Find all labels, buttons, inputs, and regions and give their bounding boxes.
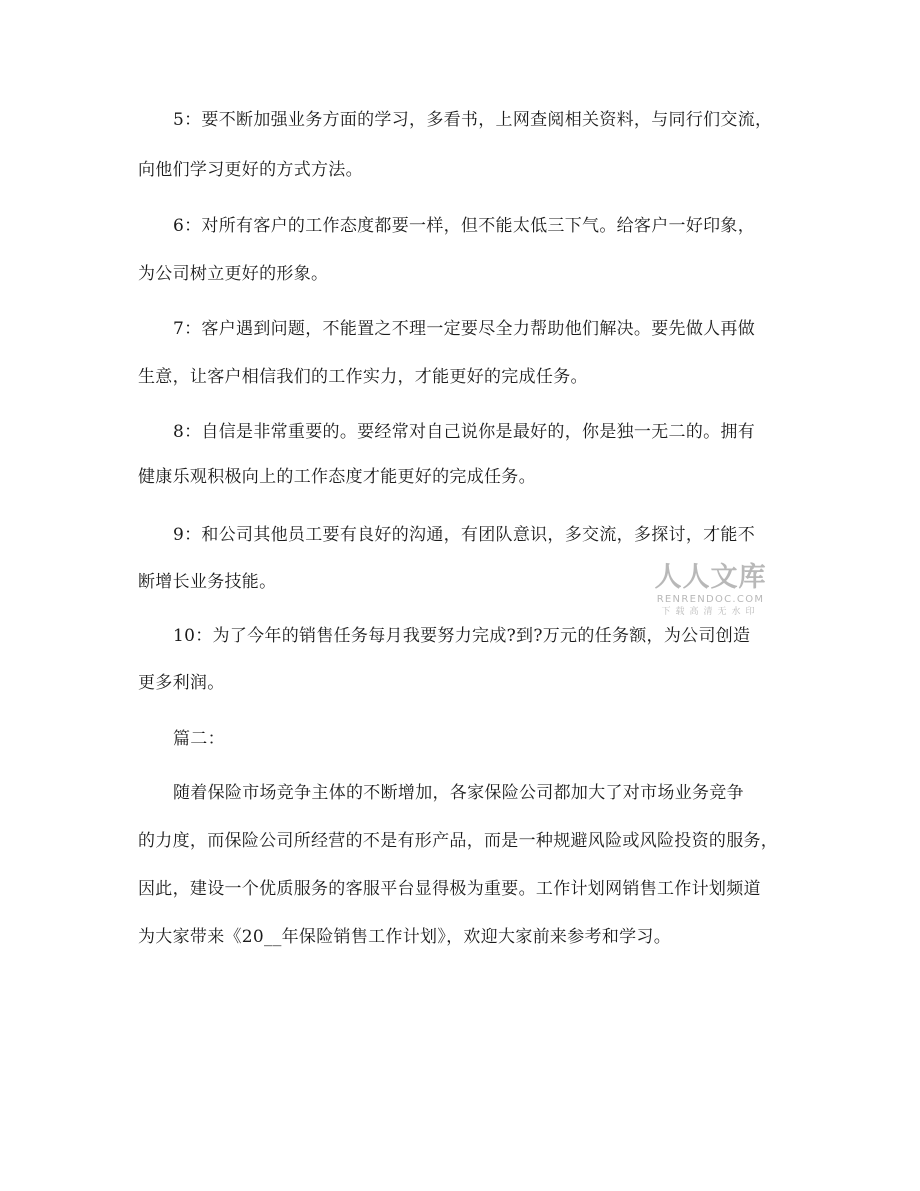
paragraph-line: 8：自信是非常重要的。要经常对自己说你是最好的，你是独一无二的。拥有	[173, 422, 756, 442]
watermark-title: 人人文库	[654, 562, 767, 593]
watermark-domain: RENRENDOC.COM	[656, 594, 765, 605]
paragraph-line: 5：要不断加强业务方面的学习，多看书，上网查阅相关资料，与同行们交流，	[173, 110, 773, 130]
paragraph-line: 10：为了今年的销售任务每月我要努力完成?到?万元的任务额，为公司创造	[173, 626, 751, 646]
section-heading-text: 篇二：	[173, 729, 225, 749]
paragraph-line: 的力度，而保险公司所经营的不是有形产品，而是一种规避风险或风险投资的服务，	[138, 831, 779, 851]
paragraph-line: 为大家带来《20__年保险销售工作计划》，欢迎大家前来参考和学习。	[138, 927, 672, 947]
paragraph-line: 随着保险市场竞争主体的不断增加，各家保险公司都加大了对市场业务竞争	[173, 783, 744, 803]
paragraph-line: 6：对所有客户的工作态度都要一样，但不能太低三下气。给客户一好印象，	[173, 216, 756, 236]
watermark-slogan: 下载高清无水印	[661, 607, 760, 617]
paragraph-line: 更多利润。	[138, 673, 225, 693]
paragraph-line: 生意，让客户相信我们的工作实力，才能更好的完成任务。	[138, 367, 588, 387]
paragraph-line: 向他们学习更好的方式方法。	[138, 160, 363, 180]
paragraph-line: 9：和公司其他员工要有良好的沟通，有团队意识，多交流，多探讨，才能不	[173, 525, 756, 545]
paragraph-line: 因此，建设一个优质服务的客服平台显得极为重要。工作计划网销售工作计划频道	[138, 879, 761, 899]
paragraph-line: 7：客户遇到问题，不能置之不理一定要尽全力帮助他们解决。要先做人再做	[173, 319, 756, 339]
paragraph-line: 断增长业务技能。	[138, 572, 277, 592]
paragraph-line: 为公司树立更好的形象。	[138, 264, 329, 284]
watermark	[648, 562, 773, 618]
paragraph-line: 健康乐观积极向上的工作态度才能更好的完成任务。	[138, 467, 536, 487]
